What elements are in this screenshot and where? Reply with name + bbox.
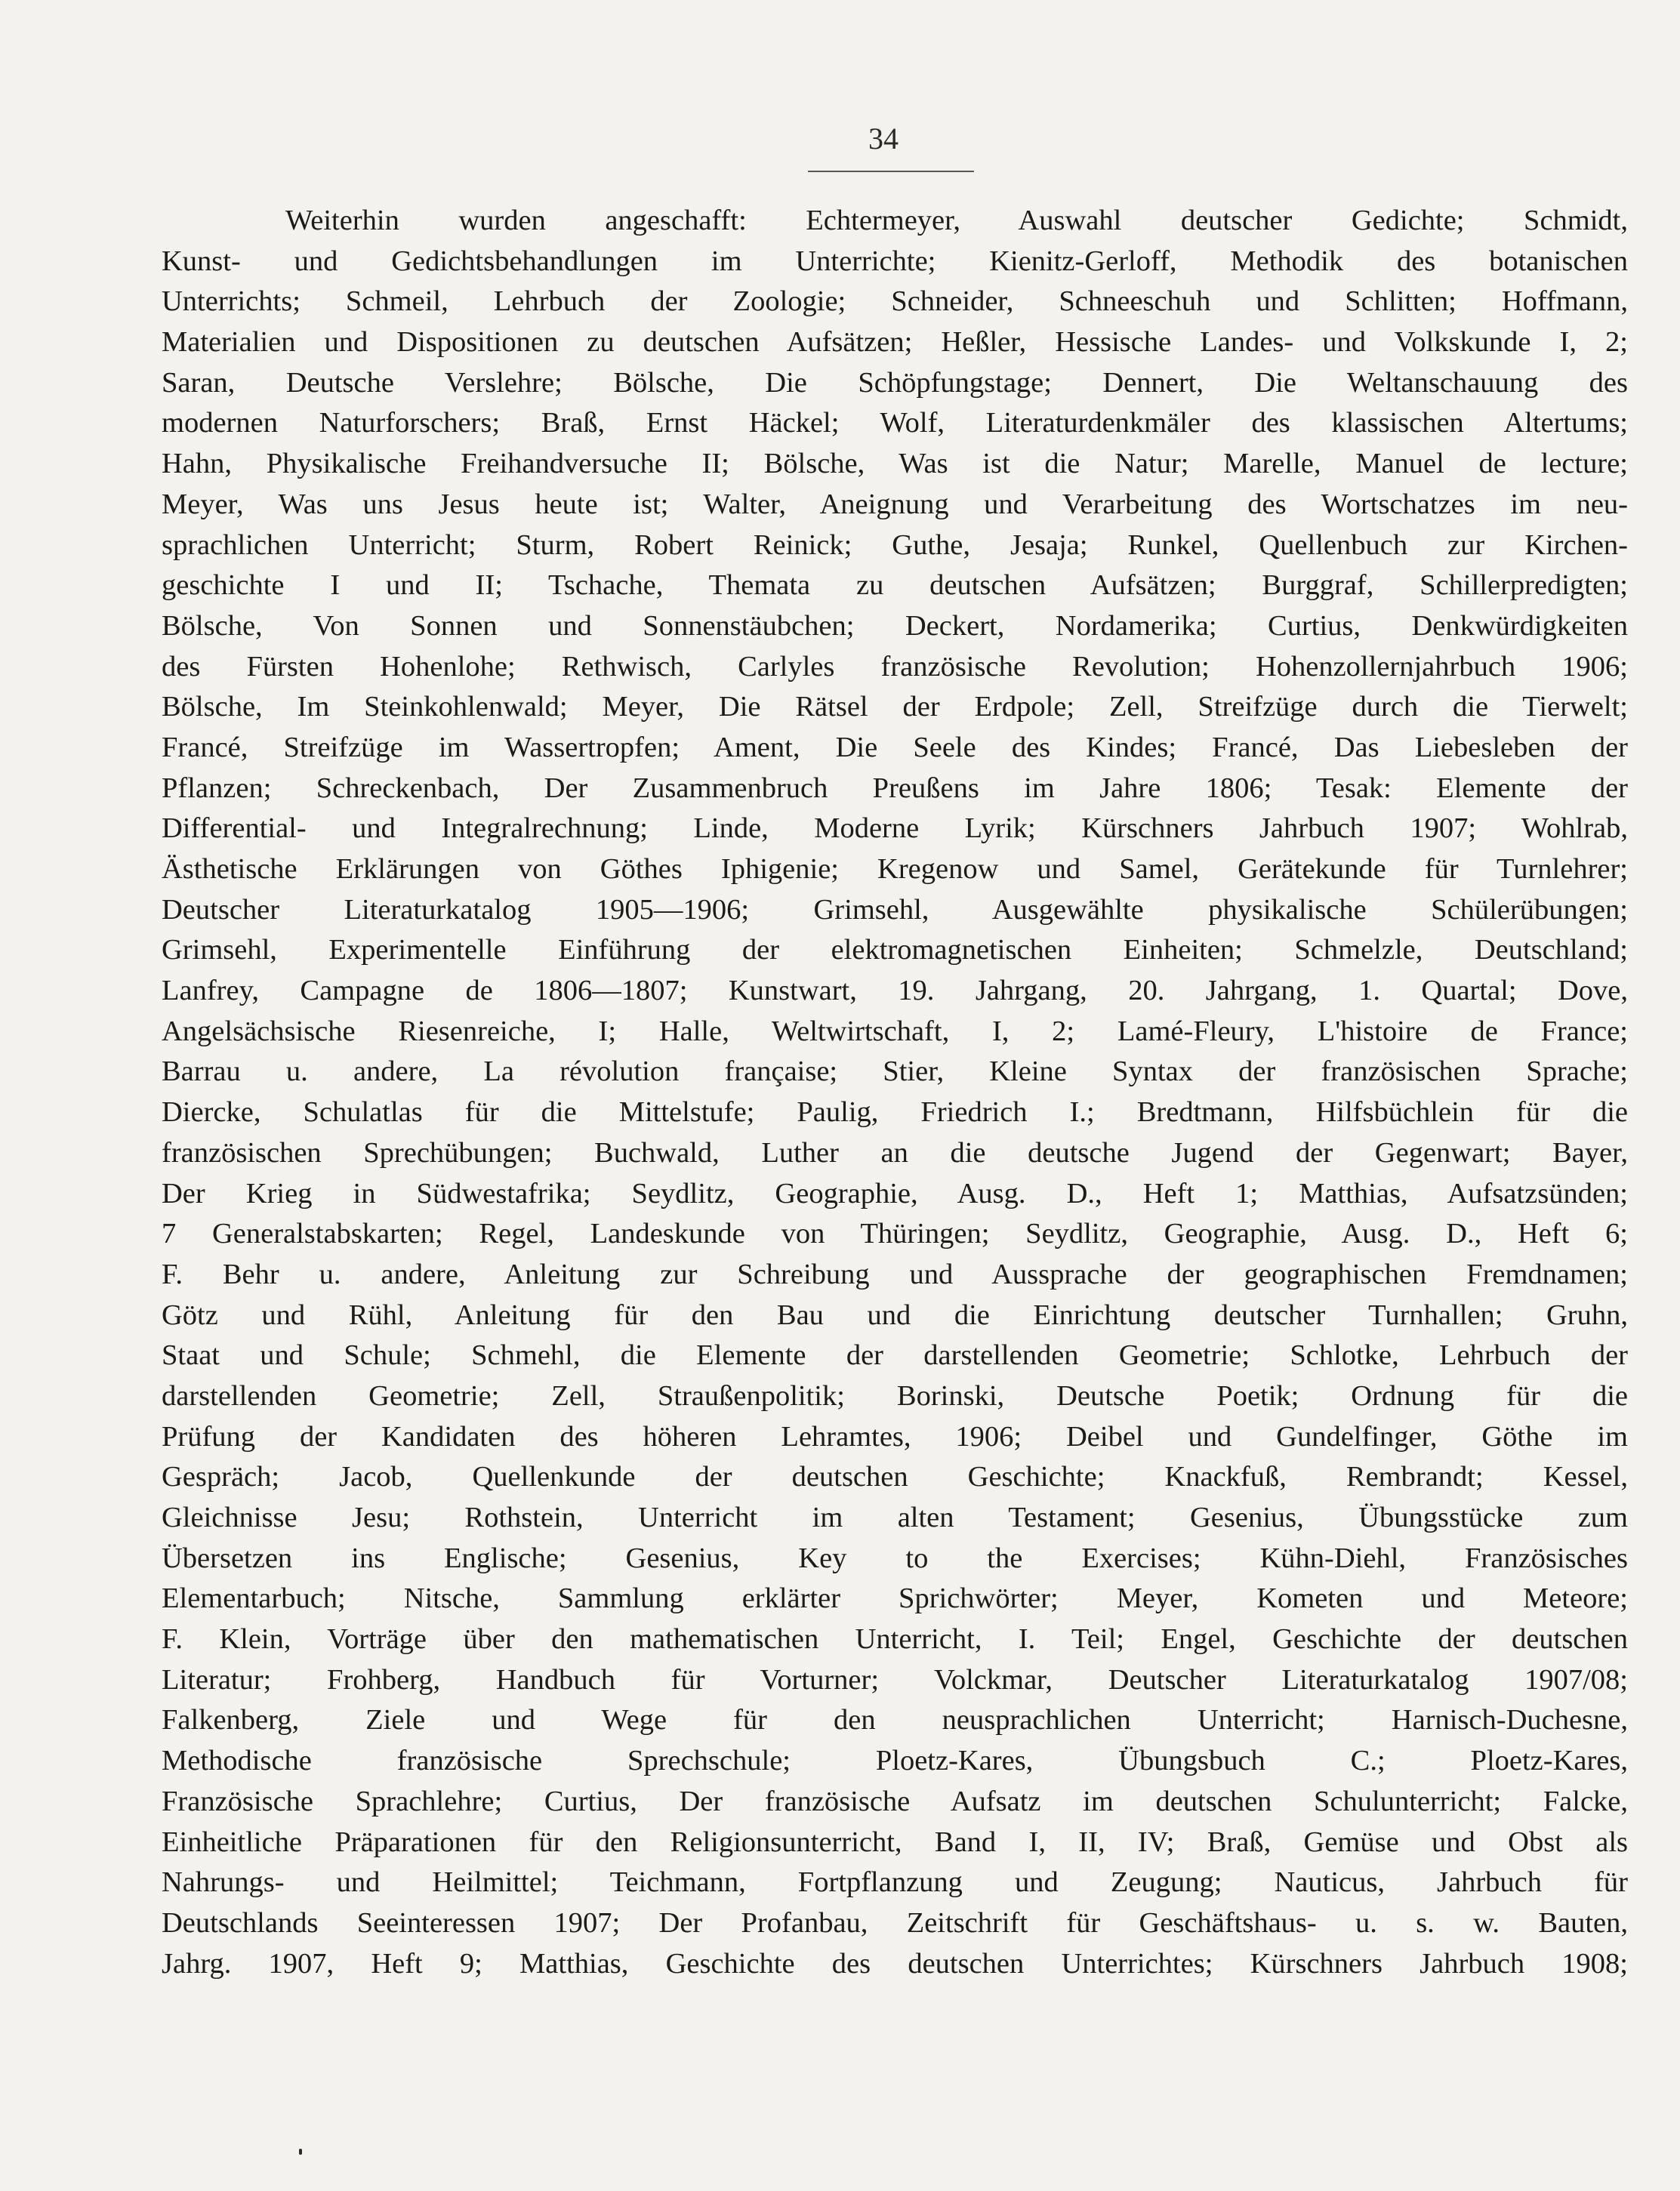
text-line: Hahn, Physikalische Freihandversuche II; Bölsche, Was ist die Natur; Marelle, Manuel de lecture; [162,448,1628,480]
text-line: Ästhetische Erklärungen von Göthes Iphigenie; Kregenow und Samel, Gerätekunde für Turnlehrer; [162,853,1628,885]
text-line: des Fürsten Hohenlohe; Rethwisch, Carlyles französische Revolution; Hohenzollernjahrbuch 1906; [162,650,1628,683]
text-line: Gleichnisse Jesu; Rothstein, Unterricht im alten Testament; Gesenius, Übungsstücke zum [162,1502,1628,1533]
text-line: Materialien und Dispositionen zu deutschen Aufsätzen; Heßler, Hessische Landes- und Volkskunde I, 2; [162,326,1628,359]
text-line: Falkenberg, Ziele und Wege für den neusprachlichen Unterricht; Harnisch-Duchesne, [162,1704,1628,1736]
text-line: Pflanzen; Schreckenbach, Der Zusammenbruch Preußens im Jahre 1806; Tesak: Elemente der [162,772,1628,804]
text-line: französischen Sprechübungen; Buchwald, Luther an die deutsche Jugend der Gegenwart; Bayer, [162,1136,1628,1169]
text-line: darstellenden Geometrie; Zell, Straußenpolitik; Borinski, Deutsche Poetik; Ordnung für die [162,1379,1628,1412]
text-line: Übersetzen ins Englische; Gesenius, Key to the Exercises; Kühn-Diehl, Französisches [162,1542,1628,1574]
text-line: Bölsche, Im Steinkohlenwald; Meyer, Die Rätsel der Erdpole; Zell, Streifzüge durch die Tierwelt; [162,691,1628,723]
text-line: Nahrungs- und Heilmittel; Teichmann, Fortpflanzung und Zeugung; Nauticus, Jahrbuch für [162,1866,1628,1899]
text-line: F. Behr u. andere, Anleitung zur Schreibung und Aussprache der geographischen Fremdnamen; [162,1258,1628,1290]
text-line: Saran, Deutsche Verslehre; Bölsche, Die Schöpfungstage; Dennert, Die Weltanschauung des [162,366,1628,399]
text-line: Meyer, Was uns Jesus heute ist; Walter, Aneignung und Verarbeitung des Wortschatzes im neu- [162,488,1628,520]
text-line: Deutschlands Seeinteressen 1907; Der Profanbau, Zeitschrift für Geschäftshaus- u. s. w. Bauten, [162,1906,1628,1939]
text-line: Methodische französische Sprechschule; Ploetz-Kares, Übungsbuch C.; Ploetz-Kares, [162,1745,1628,1777]
text-line: Barrau u. andere, La révolution française; Stier, Kleine Syntax der französischen Sprache; [162,1055,1628,1088]
body-text [162,201,1628,1984]
text-line: Der Krieg in Südwestafrika; Seydlitz, Geographie, Ausg. D., Heft 1; Matthias, Aufsatzsünden; [162,1177,1628,1210]
text-line: Bölsche, Von Sonnen und Sonnenstäubchen; Deckert, Nordamerika; Curtius, Denkwürdigkeiten [162,609,1628,642]
text-line: Weiterhin wurden angeschafft: Echtermeyer, Auswahl deutscher Gedichte; Schmidt, [285,205,1628,236]
ink-speck [299,2149,302,2155]
text-line: geschichte I und II; Tschache, Themata zu deutschen Aufsätzen; Burggraf, Schillerpredigten; [162,569,1628,602]
text-line: modernen Naturforschers; Braß, Ernst Häckel; Wolf, Literaturdenkmäler des klassischen Altertums; [162,407,1628,439]
page-number-rule [808,171,974,172]
text-line: Unterrichts; Schmeil, Lehrbuch der Zoologie; Schneider, Schneeschuh und Schlitten; Hoffmann, [162,285,1628,318]
text-line: Deutscher Literaturkatalog 1905—1906; Grimsehl, Ausgewählte physikalische Schülerübungen; [162,893,1628,926]
text-line: Elementarbuch; Nitsche, Sammlung erklärter Sprichwörter; Meyer, Kometen und Meteore; [162,1582,1628,1615]
text-line: Angelsächsische Riesenreiche, I; Halle, Weltwirtschaft, I, 2; Lamé-Fleury, L'histoire de France; [162,1015,1628,1047]
text-line: Einheitliche Präparationen für den Religionsunterricht, Band I, II, IV; Braß, Gemüse und Obst als [162,1826,1628,1858]
text-line: Lanfrey, Campagne de 1806—1807; Kunstwart, 19. Jahrgang, 20. Jahrgang, 1. Quartal; Dove, [162,975,1628,1007]
text-line: Differential- und Integralrechnung; Linde, Moderne Lyrik; Kürschners Jahrbuch 1907; Wohlrab, [162,812,1628,845]
text-line: Gespräch; Jacob, Quellenkunde der deutschen Geschichte; Knackfuß, Rembrandt; Kessel, [162,1461,1628,1493]
text-line: Francé, Streifzüge im Wassertropfen; Ament, Die Seele des Kindes; Francé, Das Liebesleben der [162,731,1628,763]
text-line: Jahrg. 1907, Heft 9; Matthias, Geschichte des deutschen Unterrichtes; Kürschners Jahrbuch 1908; [162,1947,1628,1980]
text-line: 7 Generalstabskarten; Regel, Landeskunde von Thüringen; Seydlitz, Geographie, Ausg. D., Heft 6; [162,1218,1628,1250]
text-line: Grimsehl, Experimentelle Einführung der elektromagnetischen Einheiten; Schmelzle, Deutschland; [162,934,1628,966]
page-number: 34 [868,122,899,156]
text-line: Französische Sprachlehre; Curtius, Der französische Aufsatz im deutschen Schulunterricht; Falcke, [162,1785,1628,1817]
text-line: F. Klein, Vorträge über den mathematischen Unterricht, I. Teil; Engel, Geschichte der deutschen [162,1623,1628,1656]
text-line: Kunst- und Gedichtsbehandlungen im Unterrichte; Kienitz-Gerloff, Methodik des botanischen [162,245,1628,277]
text-line: sprachlichen Unterricht; Sturm, Robert Reinick; Guthe, Jesaja; Runkel, Quellenbuch zur Kirchen- [162,528,1628,561]
text-line: Staat und Schule; Schmehl, die Elemente der darstellenden Geometrie; Schlotke, Lehrbuch der [162,1339,1628,1372]
text-line: Götz und Rühl, Anleitung für den Bau und die Einrichtung deutscher Turnhallen; Gruhn, [162,1299,1628,1331]
text-line: Literatur; Frohberg, Handbuch für Vorturner; Volckmar, Deutscher Literaturkatalog 1907/08; [162,1663,1628,1696]
text-line: Diercke, Schulatlas für die Mittelstufe; Paulig, Friedrich I.; Bredtmann, Hilfsbüchlein für die [162,1096,1628,1129]
text-line: Prüfung der Kandidaten des höheren Lehramtes, 1906; Deibel und Gundelfinger, Göthe im [162,1420,1628,1453]
